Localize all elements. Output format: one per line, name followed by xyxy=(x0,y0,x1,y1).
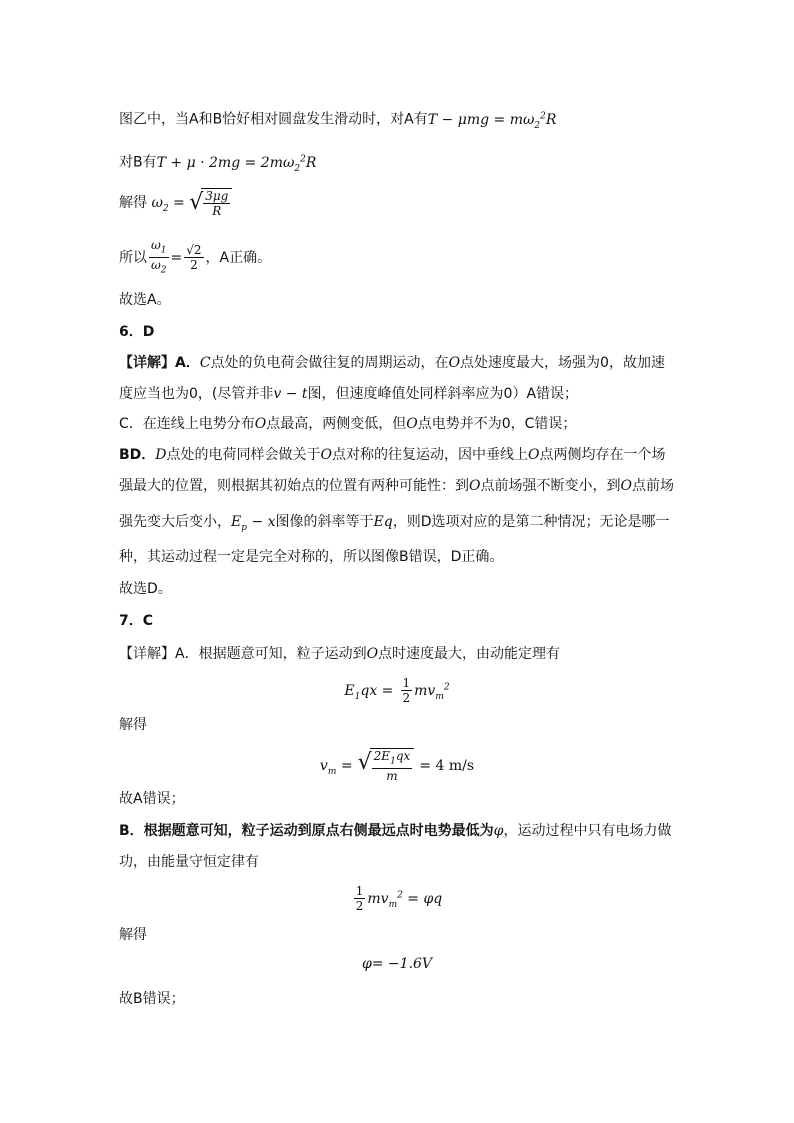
q6-a-line1 xyxy=(119,352,665,374)
text-l3: 解得 xyxy=(119,195,147,211)
q7-a1-pre: 【详解】A．根据题意可知，粒子运动到 xyxy=(119,646,367,662)
sym-o: O xyxy=(406,416,418,432)
q7-heading: 7．C xyxy=(119,613,154,629)
q6-a2-post: 图，但速度峰值处同样斜率应为0）A错误； xyxy=(307,386,579,402)
phi-value: φ= −1.6V xyxy=(361,956,433,972)
sym-o: O xyxy=(320,447,333,463)
line-3 xyxy=(119,188,232,220)
eq-energy-conservation: $\frac{1}{2}$ $mv_m^2 = \varphi q$ xyxy=(355,884,443,913)
q6-bd2-end: 点前场 xyxy=(631,478,674,494)
jiede-2: 解得 xyxy=(119,927,147,943)
eq-b-force: $T + \mu \cdot 2mg = 2m\omega_2^2R$ xyxy=(156,154,317,174)
q6-a-line2 xyxy=(119,383,578,405)
q6-a-label: 【详解】A． xyxy=(119,355,200,371)
q6-bd-line4: 种，其运动过程一定是完全对称的，所以图像B错误，D正确。 xyxy=(119,549,504,565)
text-l2: 对B有 xyxy=(119,154,157,171)
sym-d: D xyxy=(155,447,167,463)
sym-o: O xyxy=(254,416,267,432)
jiede-1: 解得 xyxy=(119,717,147,733)
text-l4-pre: 所以 xyxy=(119,249,147,266)
text-l4-post: ，A正确。 xyxy=(205,249,272,266)
sym-o: O xyxy=(366,646,379,662)
q7-b-line1 xyxy=(119,820,671,842)
eq-a-force: $T - \mu mg = m\omega_2^2R$ xyxy=(427,111,557,131)
eq-ratio: $\frac{\omega_1}{\omega_2}$ xyxy=(151,238,167,276)
q7-a-line1 xyxy=(119,643,560,665)
q6-bd-line3 xyxy=(119,511,670,539)
q6-bd2-mid: 点前场强不断变小，到 xyxy=(480,478,621,494)
q6-a-mid: 点处的负电荷会做往复的周期运动，在 xyxy=(210,355,449,371)
sym-c: C xyxy=(199,355,211,371)
sym-ep-x: $E_p - x$ xyxy=(231,514,276,533)
q7-b1-pre: B．根据题意可知，粒子运动到原点右侧最远点时电势最低为 xyxy=(119,823,494,839)
q6-bd1-mid: 点处的电荷同样会做关于 xyxy=(166,447,321,463)
b-wrong: 故B错误； xyxy=(119,991,185,1007)
q6-bd1-end: 点两侧均存在一个场 xyxy=(539,447,666,463)
q6-bd-line1 xyxy=(119,444,666,466)
q6-c-pre: C．在连线上电势分布 xyxy=(119,416,255,432)
q7-b1-post: ，运动过程中只有电场力做 xyxy=(503,823,672,839)
text-l1: 图乙中，当A和B恰好相对圆盘发生滑动时，对A有 xyxy=(119,111,428,128)
sym-o: O xyxy=(469,478,481,494)
q6-bd3-pre: 强先变大后变小， xyxy=(119,514,231,530)
sym-vt: v − t xyxy=(273,386,308,402)
select-a: 故选A。 xyxy=(119,292,171,308)
q6-c-end: 点电势并不为0，C错误； xyxy=(417,416,577,432)
select-d: 故选D。 xyxy=(119,581,172,597)
q7-b-line2: 功，由能量守恒定律有 xyxy=(119,854,259,870)
q6-a-end: 点处速度最大，场强为0，故加速 xyxy=(460,355,665,371)
line-2 xyxy=(119,148,316,179)
q6-bd3-mid: 图像的斜率等于 xyxy=(275,514,374,530)
line-4: 所以 $\frac{\omega_1}{\omega_2}$ = $\frac{√2}{2}$ ，A正确。 xyxy=(119,238,272,276)
vm-value: = 4 m/s xyxy=(419,758,475,775)
q6-bd-line2 xyxy=(119,475,674,497)
sym-phi: φ xyxy=(493,823,504,839)
eq-omega2: $\omega_2$ = √ $\frac{3\mu g}{R}$ xyxy=(151,195,232,211)
q6-bd1-mid2: 点对称的往复运动，因中垂线上 xyxy=(332,447,529,463)
eq-work-energy: $E_1qx$ = $\frac{1}{2}$ $mv_m^2$ xyxy=(344,676,450,705)
sym-o: O xyxy=(448,355,461,371)
sym-eq: Eq xyxy=(373,514,393,530)
sym-o: O xyxy=(528,447,540,463)
q6-bd2-pre: 强最大的位置，则根据其初始点的位置有两种可能性：到 xyxy=(119,478,469,494)
q6-bd-label: BD． xyxy=(119,447,156,463)
eq-vm: $v_m$ = √ $\frac{2E_1qx}{m}$ = 4 m/s xyxy=(319,749,475,784)
sym-o: O xyxy=(620,478,632,494)
a-wrong: 故A错误； xyxy=(119,791,185,807)
q6-a2-pre: 度应当也为0，(尽管并非 xyxy=(119,386,274,402)
q6-c-line xyxy=(119,413,576,435)
line-1 xyxy=(119,105,556,136)
q7-a1-post: 点时速度最大，由动能定理有 xyxy=(378,646,561,662)
q6-bd3-end: ，则D选项对应的是第二种情况；无论是哪一 xyxy=(392,514,670,530)
q6-c-post: 点最高，两侧变低，但 xyxy=(266,416,407,432)
q6-heading: 6．D xyxy=(119,324,155,340)
